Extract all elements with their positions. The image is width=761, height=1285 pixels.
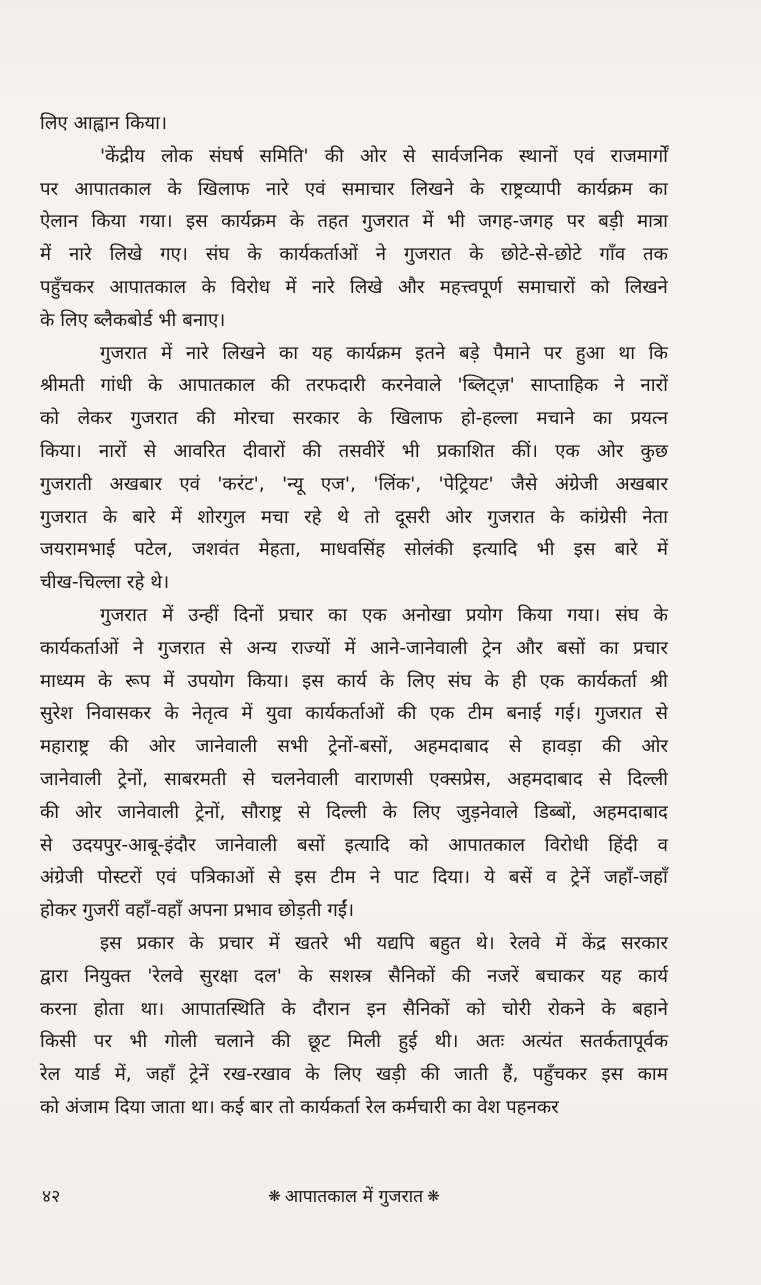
text-line: अंग्रेजी पोस्टरों एवं पत्रिकाओं से इस टीम ने पाट दिया। ये बसें व ट्रेनें जहाँ-जहाँ xyxy=(40,867,668,889)
text-line: की ओर जानेवाली ट्रेनों, सौराष्ट्र से दिल्ली के लिए जुड़नेवाले डिब्बों, अहमदाबाद xyxy=(40,801,668,823)
text-line: होकर गुजरीं वहाँ-वहाँ अपना प्रभाव छोड़ती गईं। xyxy=(40,900,355,922)
text-line: किया। नारों से आवरित दीवारों की तसवीरें भी प्रकाशित कीं। एक ओर कुछ xyxy=(40,440,668,462)
text-line: पर आपातकाल के खिलाफ नारे एवं समाचार लिखने के राष्ट्रव्यापी कार्यक्रम का xyxy=(40,178,668,200)
text-line: द्वारा नियुक्त 'रेलवे सुरक्षा दल' के सशस्त्र सैनिकों की नजरें बचाकर यह कार्य xyxy=(40,965,668,987)
text-line: चीख-चिल्ला रहे थे। xyxy=(40,572,170,594)
page-footer xyxy=(40,1184,668,1214)
text-line: जानेवाली ट्रेनों, साबरमती से चलनेवाली वाराणसी एक्सप्रेस, अहमदाबाद से दिल्ली xyxy=(40,768,668,790)
text-line: रेल यार्ड में, जहाँ ट्रेनें रख-रखाव के लिए खड़ी की जाती हैं, पहुँचकर इस काम xyxy=(40,1064,668,1086)
text-line: को अंजाम दिया जाता था। कई बार तो कार्यकर्ता रेल कर्मचारी का वेश पहनकर xyxy=(40,1096,559,1118)
text-line: गुजराती अखबार एवं 'करंट', 'न्यू एज', 'लिंक', 'पेट्रियट' जैसे अंग्रेजी अखबार xyxy=(40,473,668,495)
text-line: करना होता था। आपातस्थिति के दौरान इन सैनिकों को चोरी रोकने के बहाने xyxy=(40,998,668,1020)
text-line: लिए आह्वान किया। xyxy=(40,113,167,134)
text-line: 'केंद्रीय लोक संघर्ष समिति' की ओर से सार्वजनिक स्थानों एवं राजमार्गों xyxy=(100,145,668,167)
text-line: सुरेश निवासकर के नेतृत्व में युवा कार्यकर्ताओं की एक टीम बनाई गई। गुजरात से xyxy=(40,703,668,725)
text-line: ऐलान किया गया। इस कार्यक्रम के तहत गुजरात में भी जगह-जगह पर बड़ी मात्रा xyxy=(40,211,668,233)
text-line: गुजरात में उन्हीं दिनों प्रचार का एक अनोखा प्रयोग किया गया। संघ के xyxy=(100,604,668,626)
text-line: इस प्रकार के प्रचार में खतरे भी यद्यपि बहुत थे। रेलवे में केंद्र सरकार xyxy=(100,932,668,954)
text-line: माध्यम के रूप में उपयोग किया। इस कार्य के लिए संघ के ही एक कार्यकर्ता श्री xyxy=(40,670,668,692)
text-line: महाराष्ट्र की ओर जानेवाली सभी ट्रेनों-बसों, अहमदाबाद से हावड़ा की ओर xyxy=(40,736,668,758)
page-body xyxy=(40,108,668,1125)
text-line: गुजरात के बारे में शोरगुल मचा रहे थे तो दूसरी ओर गुजरात के कांग्रेसी नेता xyxy=(40,506,668,528)
running-title xyxy=(40,1184,668,1208)
text-line: के लिए ब्लैकबोर्ड भी बनाए। xyxy=(40,309,226,331)
text-line: पहुँचकर आपातकाल के विरोध में नारे लिखे और महत्त्वपूर्ण समाचारों को लिखने xyxy=(40,276,668,298)
text-line: कार्यकर्ताओं ने गुजरात से अन्य राज्यों में आने-जानेवाली ट्रेन और बसों का प्रचार xyxy=(40,637,668,659)
text-line: को लेकर गुजरात की मोरचा सरकार के खिलाफ हो-हल्ला मचाने का प्रयत्न xyxy=(40,408,668,430)
page-number: ४२ xyxy=(42,1187,61,1207)
text-line: गुजरात में नारे लिखने का यह कार्यक्रम इतने बड़े पैमाने पर हुआ था कि xyxy=(100,342,668,364)
asterisk-ornament-icon: ❋ xyxy=(268,1187,281,1205)
text-line: किसी पर भी गोली चलाने की छूट मिली हुई थी। अतः अत्यंत सतर्कतापूर्वक xyxy=(40,1031,668,1053)
text-line: में नारे लिखे गए। संघ के कार्यकर्ताओं ने गुजरात के छोटे-से-छोटे गाँव तक xyxy=(40,244,668,266)
text-line: से उदयपुर-आबू-इंदौर जानेवाली बसों इत्यादि को आपातकाल विरोधी हिंदी व xyxy=(40,834,668,856)
text-line: श्रीमती गांधी के आपातकाल की तरफदारी करनेवाले 'ब्लिट्ज़' साप्ताहिक ने नारों xyxy=(40,375,668,397)
running-title-text: आपातकाल में गुजरात xyxy=(284,1187,424,1207)
asterisk-ornament-icon: ❋ xyxy=(427,1187,440,1205)
text-line: जयरामभाई पटेल, जशवंत मेहता, माधवसिंह सोलंकी इत्यादि भी इस बारे में xyxy=(40,539,668,561)
